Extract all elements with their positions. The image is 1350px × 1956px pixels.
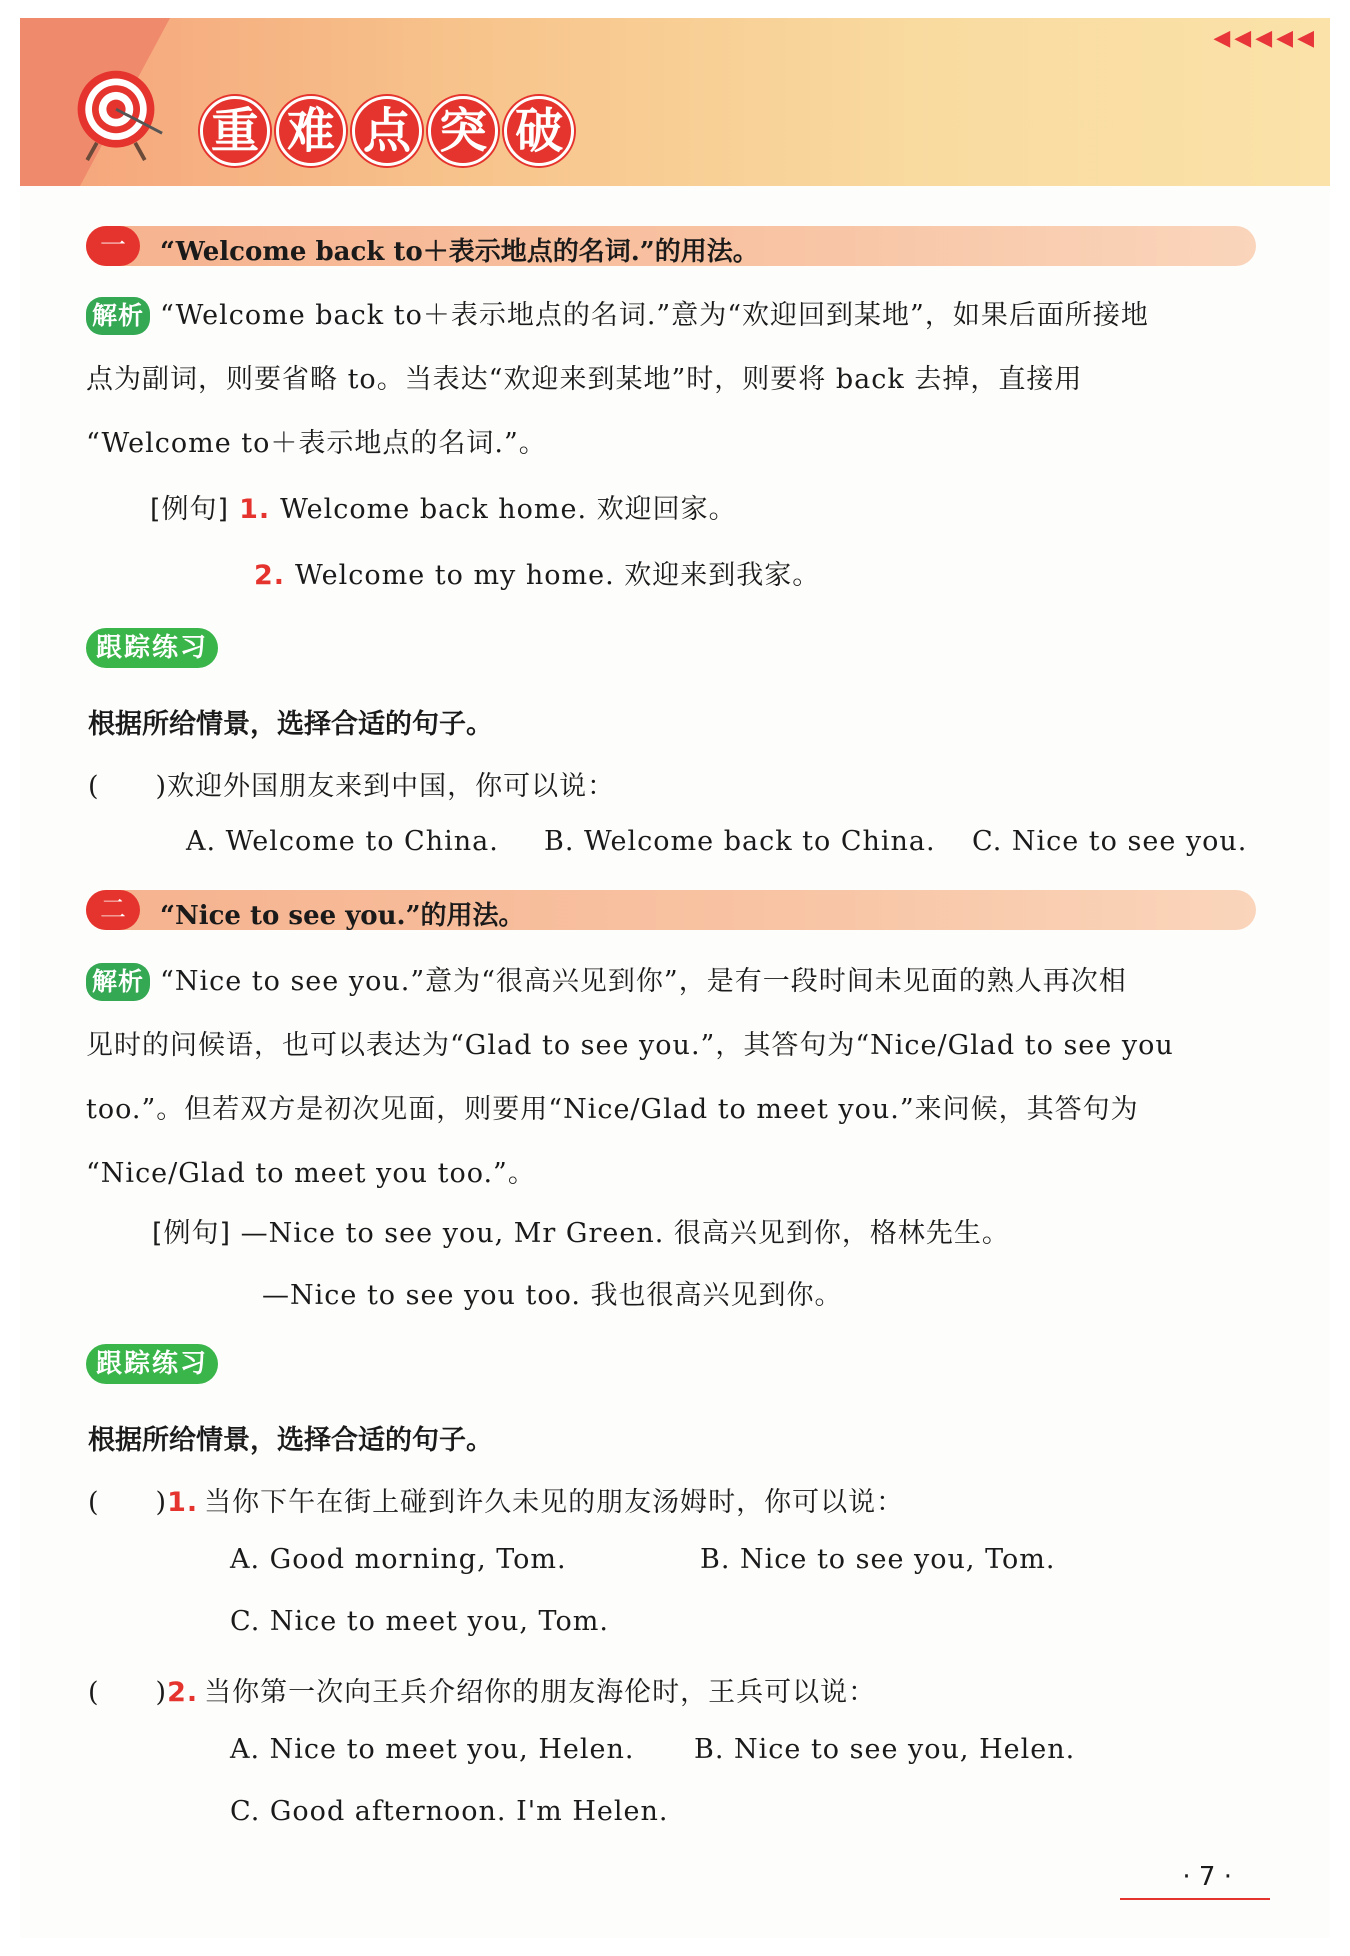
title-char: 突 (428, 96, 498, 166)
question-text: 当你第一次向王兵介绍你的朋友海伦时，王兵可以说： (204, 1677, 877, 1708)
page-number: · 7 · (1182, 1862, 1232, 1892)
section-number: 一 (86, 226, 140, 266)
analysis-line: “Nice to see you.”意为“很高兴见到你”，是有一段时间未见面的熟人再次相 (160, 966, 1127, 997)
answer-blank[interactable]: ( ) (88, 1677, 168, 1708)
option: A. Good morning, Tom. (230, 1544, 567, 1575)
instruction: 根据所给情景，选择合适的句子。 (88, 1425, 493, 1456)
option: C. Nice to meet you, Tom. (230, 1606, 609, 1637)
instruction: 根据所给情景，选择合适的句子。 (88, 709, 493, 740)
analysis-tag: 解析 (86, 963, 150, 1001)
practice-tag: 跟踪练习 (86, 1344, 218, 1384)
arrow-decoration-icon: ◀◀◀◀◀ (1213, 26, 1318, 51)
example-line (244, 556, 820, 596)
analysis-block (86, 284, 1256, 476)
question-text: 欢迎外国朋友来到中国，你可以说： (167, 771, 616, 802)
analysis-tag: 解析 (86, 297, 150, 335)
example-number: 2. (254, 560, 286, 591)
option: A. Nice to meet you, Helen. (230, 1734, 635, 1765)
analysis-line: 点为副词，则要省略 to。当表达“欢迎来到某地”时，则要将 back 去掉，直接用 (86, 364, 1083, 395)
section-heading (86, 226, 1256, 266)
question-text: 当你下午在街上碰到许久未见的朋友汤姆时，你可以说： (204, 1487, 905, 1518)
section-number: 二 (86, 890, 140, 930)
answer-blank[interactable]: ( ) (88, 771, 168, 802)
question-number: 1. (167, 1487, 199, 1518)
question (88, 1480, 904, 1519)
question (88, 764, 615, 803)
section-title: “Nice to see you.”的用法。 (160, 901, 525, 931)
page-title (200, 96, 574, 166)
title-char: 点 (352, 96, 422, 166)
analysis-line: “Welcome to＋表示地点的名词.”。 (86, 428, 547, 459)
analysis-line: “Nice/Glad to meet you too.”。 (86, 1158, 536, 1189)
example-line (150, 490, 737, 530)
analysis-line: “Welcome back to＋表示地点的名词.”意为“欢迎回到某地”，如果后面所接地 (160, 300, 1149, 331)
example-number: 1. (239, 494, 271, 525)
page-number-underline (1120, 1898, 1270, 1900)
section-heading (86, 890, 1256, 930)
analysis-block (86, 950, 1256, 1206)
title-char: 重 (200, 96, 270, 166)
target-icon (68, 66, 164, 162)
title-char: 难 (276, 96, 346, 166)
question-number: 2. (167, 1677, 199, 1708)
example-text: Welcome to my home. 欢迎来到我家。 (295, 560, 821, 591)
option: B. Nice to see you, Helen. (694, 1734, 1076, 1765)
title-char: 破 (504, 96, 574, 166)
example-line (152, 1214, 1010, 1254)
option: B. Nice to see you, Tom. (700, 1544, 1056, 1575)
analysis-line: too.”。但若双方是初次见面，则要用“Nice/Glad to meet you.”来问候，其答句为 (86, 1094, 1139, 1125)
practice-tag: 跟踪练习 (86, 628, 218, 668)
example-label: [例句] (150, 494, 230, 525)
option: C. Nice to see you. (972, 826, 1248, 857)
example-text: —Nice to see you, Mr Green. 很高兴见到你，格林先生。 (240, 1218, 1010, 1249)
option: B. Welcome back to China. (544, 826, 936, 857)
example-label: [例句] (152, 1218, 232, 1249)
example-line (262, 1276, 843, 1316)
analysis-line: 见时的问候语，也可以表达为“Glad to see you.”，其答句为“Nice/Glad to see you (86, 1030, 1174, 1061)
question (88, 1670, 876, 1709)
option: C. Good afternoon. I'm Helen. (230, 1796, 669, 1827)
example-text: Welcome back home. 欢迎回家。 (280, 494, 737, 525)
answer-blank[interactable]: ( ) (88, 1487, 168, 1518)
section-title: “Welcome back to＋表示地点的名词.”的用法。 (160, 237, 759, 267)
example-text: —Nice to see you too. 我也很高兴见到你。 (262, 1280, 843, 1311)
option: A. Welcome to China. (186, 826, 499, 857)
